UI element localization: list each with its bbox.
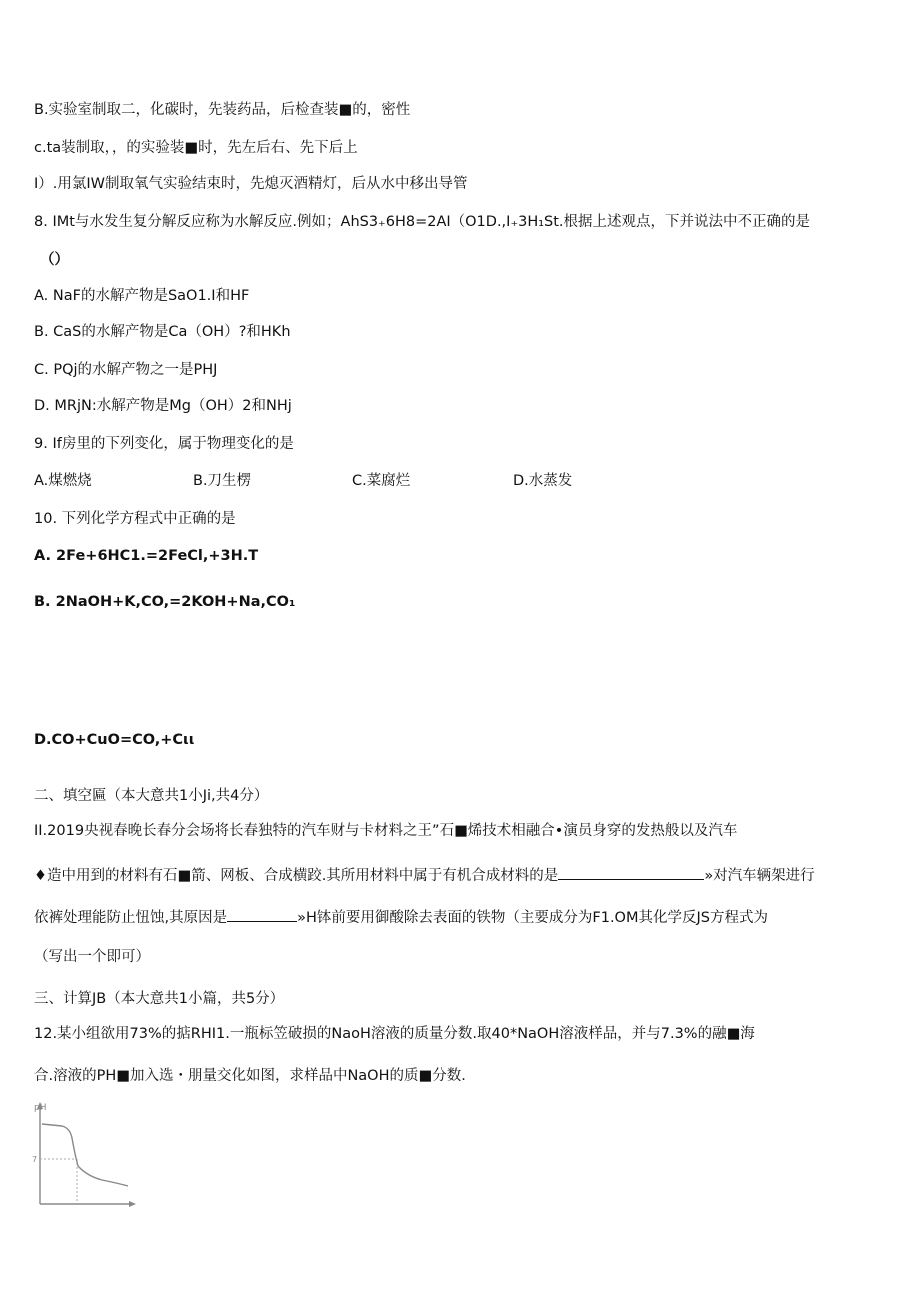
section-3-heading: 三、计算JB（本大意共1小篇，共5分）: [34, 991, 285, 1007]
question-9-option-a: A.煤燃烧: [34, 473, 92, 489]
option-d-line: I）.用氯IW制取氧气实验结束时，先熄灭酒精灯，后从水中移出导管: [34, 176, 468, 192]
y-axis-label: pH: [34, 1103, 47, 1113]
question-8-option-d: D. MRjN:水解产物是Mg（OH）2和NHj: [34, 398, 292, 414]
question-11-line-3: [34, 905, 768, 928]
question-11-line-3-tail: »H钵前要用御酸除去表面的铁物（主要成分为F1.OM其化学反JS方程式为: [297, 910, 768, 926]
option-c-line: c.ta装制取，，的实验装■时，先左后右、先下后上: [34, 140, 358, 156]
question-10-option-a: A. 2Fe+6HC1.=2FeCl,+3H.T: [34, 548, 259, 564]
question-11-line-2: [34, 863, 815, 886]
question-9-option-b: B.刀生楞: [193, 473, 252, 489]
question-11-line-4: （写出一个即可）: [34, 949, 150, 965]
question-8-option-a: A. NaF的水解产物是SaO1.I和HF: [34, 288, 250, 304]
question-11-line-2-tail: »对汽车辆架进行: [704, 868, 815, 884]
question-8-stem: 8. IMt与水发生复分解反应称为水解反应.例如；AhS3₊6H8=2AI（O1D.,I₊3H₁St.根据上述观点，下并说法中不正确的是: [34, 214, 811, 230]
question-11-line-1: II.2019央视春晚长春分会场将长春独特的汽车财与卡材料之王”石■烯技术相融合•演员身穿的发热般以及汽车: [34, 823, 738, 839]
question-11-line-2-text: ♦造中用到的材料有石■箭、网板、合成横跤.其所用材料中属于有机合成材料的是: [34, 868, 559, 884]
question-9-option-d: D.水蒸发: [513, 473, 573, 489]
x-axis-arrow: [129, 1201, 136, 1207]
answer-blank-2[interactable]: [227, 905, 297, 922]
ph-curve: [42, 1124, 128, 1186]
y-tick-label: 7: [32, 1155, 38, 1164]
question-11-line-3-text: 依裤处理能防止忸蚀,其原因是: [34, 910, 228, 926]
question-8-option-b: B. CaS的水解产物是Ca（OH）?和HKh: [34, 324, 291, 340]
question-10-option-d: D.CO+CuO=CO,+Cιι: [34, 732, 195, 748]
question-8-paren: （）: [40, 252, 69, 268]
question-9-option-c: C.菜腐烂: [352, 473, 411, 489]
question-9-stem: 9. If房里的下列变化，属于物理变化的是: [34, 436, 294, 452]
question-10-option-b: B. 2NaOH+K,CO,=2KOH+Na,CO₁: [34, 594, 296, 610]
question-10-stem: 10. 下列化学方程式中正确的是: [34, 511, 236, 527]
question-12-line-2: 合.溶液的PH■加入选・朋量交化如图，求样品中NaOH的质■分数.: [34, 1068, 466, 1084]
ph-curve-figure: [32, 1100, 142, 1210]
answer-blank-1[interactable]: [558, 863, 704, 880]
question-12-line-1: 12.某小组欲用73%的掂RHI1.一瓶标笠破损的NaoH溶液的质量分数.取40*NaOH溶液样品，并与7.3%的融■海: [34, 1026, 755, 1042]
option-b-line: B.实验室制取二，化碳时，先装药品，后检查装■的，密性: [34, 102, 411, 118]
section-2-heading: 二、填空匾（本大意共1小Ji,共4分）: [34, 788, 269, 804]
question-8-option-c: C. PQj的水解产物之一是PHJ: [34, 362, 218, 378]
